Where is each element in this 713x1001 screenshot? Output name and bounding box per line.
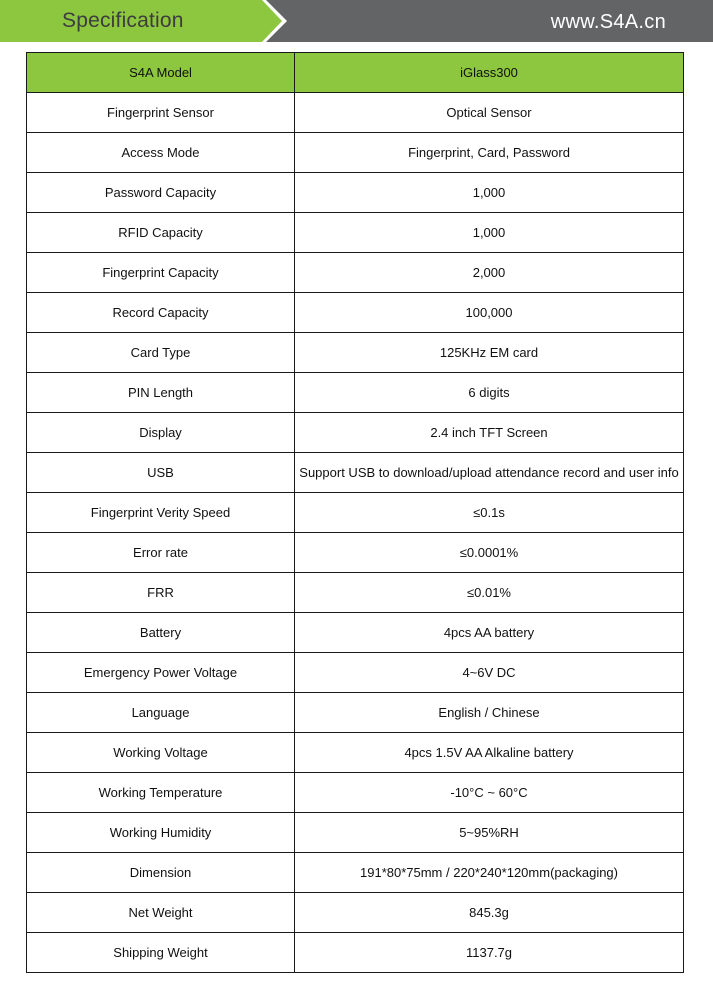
page-title: Specification — [62, 9, 184, 32]
spec-label: Working Humidity — [27, 813, 295, 853]
spec-label: Card Type — [27, 333, 295, 373]
spec-label: Fingerprint Sensor — [27, 93, 295, 133]
spec-value: ≤0.01% — [295, 573, 684, 613]
spec-label: RFID Capacity — [27, 213, 295, 253]
spec-label: USB — [27, 453, 295, 493]
spec-value: 6 digits — [295, 373, 684, 413]
spec-label: Battery — [27, 613, 295, 653]
table-row — [27, 93, 684, 133]
table-row — [27, 573, 684, 613]
header-value-cell: iGlass300 — [295, 53, 684, 93]
spec-label: PIN Length — [27, 373, 295, 413]
table-row — [27, 933, 684, 973]
table-row — [27, 653, 684, 693]
table-row — [27, 493, 684, 533]
spec-label: Access Mode — [27, 133, 295, 173]
table-row — [27, 213, 684, 253]
spec-value: 845.3g — [295, 893, 684, 933]
table-row — [27, 893, 684, 933]
spec-label: Language — [27, 693, 295, 733]
spec-value: Fingerprint, Card, Password — [295, 133, 684, 173]
spec-label: Error rate — [27, 533, 295, 573]
table-row — [27, 453, 684, 493]
spec-value: Optical Sensor — [295, 93, 684, 133]
table-row — [27, 533, 684, 573]
table-row — [27, 373, 684, 413]
spec-value: ≤0.1s — [295, 493, 684, 533]
spec-value: -10°C ~ 60°C — [295, 773, 684, 813]
spec-label: Display — [27, 413, 295, 453]
table-row — [27, 253, 684, 293]
spec-value: 2,000 — [295, 253, 684, 293]
table-row — [27, 853, 684, 893]
spec-value: 4~6V DC — [295, 653, 684, 693]
spec-value: Support USB to download/upload attendance record and user info — [295, 453, 684, 493]
spec-value: 5~95%RH — [295, 813, 684, 853]
spec-value: 1,000 — [295, 173, 684, 213]
spec-label: Dimension — [27, 853, 295, 893]
table-row — [27, 613, 684, 653]
spec-label: Emergency Power Voltage — [27, 653, 295, 693]
spec-label: Working Temperature — [27, 773, 295, 813]
spec-value: 1,000 — [295, 213, 684, 253]
spec-label: Fingerprint Capacity — [27, 253, 295, 293]
spec-value: 191*80*75mm / 220*240*120mm(packaging) — [295, 853, 684, 893]
table-row — [27, 733, 684, 773]
table-row — [27, 133, 684, 173]
site-url[interactable]: www.S4A.cn — [550, 11, 666, 33]
specification-table — [26, 52, 684, 973]
table-row — [27, 333, 684, 373]
specification-table-body — [27, 53, 684, 973]
spec-label: Fingerprint Verity Speed — [27, 493, 295, 533]
header-banner — [0, 0, 713, 42]
spec-label: Shipping Weight — [27, 933, 295, 973]
spec-value: 2.4 inch TFT Screen — [295, 413, 684, 453]
table-row — [27, 693, 684, 733]
table-row — [27, 413, 684, 453]
table-row — [27, 173, 684, 213]
spec-label: Net Weight — [27, 893, 295, 933]
spec-label: Password Capacity — [27, 173, 295, 213]
table-row — [27, 813, 684, 853]
spec-value: 125KHz EM card — [295, 333, 684, 373]
spec-value: English / Chinese — [295, 693, 684, 733]
table-row — [27, 773, 684, 813]
table-header-row — [27, 53, 684, 93]
spec-value: 1137.7g — [295, 933, 684, 973]
spec-label: Record Capacity — [27, 293, 295, 333]
spec-value: 4pcs 1.5V AA Alkaline battery — [295, 733, 684, 773]
table-row — [27, 293, 684, 333]
spec-value: 4pcs AA battery — [295, 613, 684, 653]
spec-label: Working Voltage — [27, 733, 295, 773]
spec-label: FRR — [27, 573, 295, 613]
spec-value: 100,000 — [295, 293, 684, 333]
spec-value: ≤0.0001% — [295, 533, 684, 573]
header-label-cell: S4A Model — [27, 53, 295, 93]
